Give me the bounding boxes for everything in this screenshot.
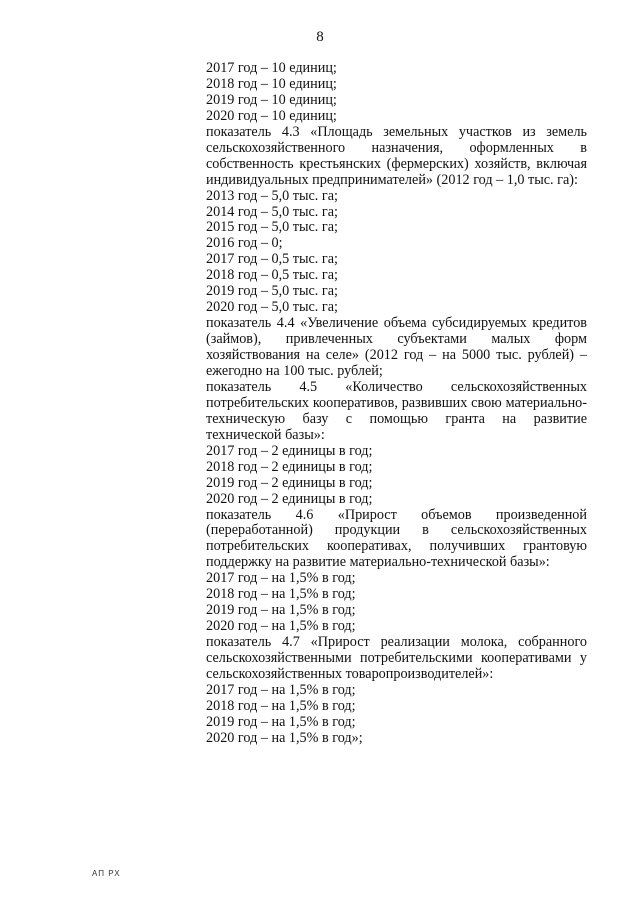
text-line: (займов), привлеченных субъектами малых форм (206, 332, 587, 348)
text-line: 2017 год – на 1,5% в год; (206, 571, 356, 587)
text-line: показатель 4.4 «Увеличение объема субсидируемых кредитов (206, 316, 587, 332)
text-line: (переработанной) продукции в сельскохозяйственных (206, 523, 587, 539)
text-line: 2020 год – на 1,5% в год»; (206, 730, 363, 746)
text-line: 2017 год – на 1,5% в год; (206, 682, 356, 698)
text-line: 2018 год – 10 единиц; (206, 76, 337, 92)
text-line: 2013 год – 5,0 тыс. га; (206, 188, 338, 204)
text-line: 2016 год – 0; (206, 236, 283, 252)
text-line: 2017 год – 2 единицы в год; (206, 443, 373, 459)
text-line: показатель 4.5 «Количество сельскохозяйственных (206, 379, 587, 395)
text-line: потребительских кооперативах, получивших грантовую (206, 539, 587, 555)
text-line: показатель 4.7 «Прирост реализации молока, собранного (206, 635, 587, 651)
text-line: сельскохозяйственного назначения, оформленных в (206, 140, 587, 156)
text-line: сельскохозяйственных товаропроизводителей»: (206, 667, 494, 682)
text-line: технической базы»: (206, 427, 325, 443)
text-line: потребительских кооперативов, развивших свою материально- (206, 395, 587, 411)
text-line: 2020 год – 5,0 тыс. га; (206, 300, 338, 316)
text-line: 2020 год – 2 единицы в год; (206, 491, 373, 507)
text-line: 2019 год – на 1,5% в год; (206, 603, 356, 619)
text-line: показатель 4.6 «Прирост объемов произведенной (206, 507, 587, 523)
text-line: 2017 год – 10 единиц; (206, 61, 337, 76)
text-line: 2019 год – 10 единиц; (206, 92, 337, 108)
text-line: хозяйствования на селе» (2012 год – на 5000 тыс. рублей) – (206, 348, 587, 364)
text-line: 2019 год – на 1,5% в год; (206, 714, 356, 730)
text-line: поддержку на развитие материально-технической базы»: (206, 555, 550, 571)
page-number: 8 (316, 29, 324, 45)
document-body (206, 61, 587, 747)
text-line: 2015 год – 5,0 тыс. га; (206, 220, 338, 236)
text-line: 2014 год – 5,0 тыс. га; (206, 204, 338, 220)
text-line: 2019 год – 5,0 тыс. га; (206, 284, 338, 300)
text-line: 2018 год – 0,5 тыс. га; (206, 268, 338, 284)
text-line: собственность крестьянских (фермерских) хозяйств, включая (206, 156, 587, 172)
text-line: показатель 4.3 «Площадь земельных участков из земель (206, 124, 587, 140)
text-line: 2020 год – на 1,5% в год; (206, 619, 356, 635)
text-line: 2018 год – 2 единицы в год; (206, 459, 373, 475)
text-line: 2018 год – на 1,5% в год; (206, 698, 356, 714)
text-line: 2018 год – на 1,5% в год; (206, 587, 356, 603)
text-line: техническую базу с помощью гранта на развитие (206, 411, 587, 427)
text-line: индивидуальных предпринимателей» (2012 год – 1,0 тыс. га): (206, 172, 578, 188)
text-line: сельскохозяйственными потребительскими кооперативами у (206, 651, 587, 667)
text-line: 2020 год – 10 единиц; (206, 108, 337, 124)
text-line: 2019 год – 2 единицы в год; (206, 475, 373, 491)
text-line: ежегодно на 100 тыс. рублей; (206, 364, 383, 380)
footer-mark: АП РХ (92, 869, 121, 878)
text-line: 2017 год – 0,5 тыс. га; (206, 252, 338, 268)
